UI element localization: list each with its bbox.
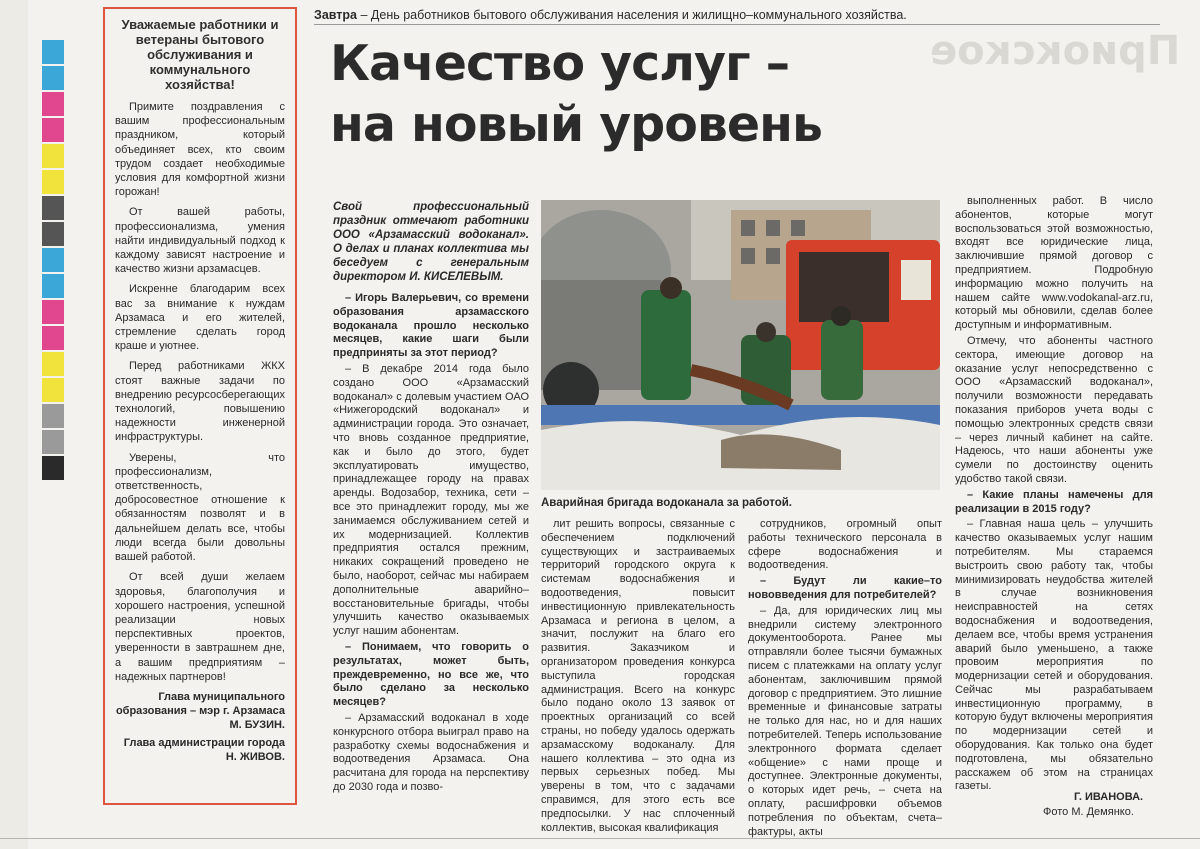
interview-question: – Понимаем, что говорить о результатах, может быть, преждевременно, но все же, что было сделано за несколько месяцев?	[333, 640, 529, 709]
article-paragraph: – Главная наша цель – улучшить качество оказываемых услуг нашим потребителям. Мы стараемся выстроить свою работу так, чтобы минимизировать неудобства жителей в случае возникновения неисправностей на сетях водоснабжения и водоотведения, делаем все, чтобы время устранения аварий было уменьшено, а также провоим мероприятия по модернизации сетей и оборудования. Сейчас мы разрабатываем инвестиционную программу, в которую будут включены мероприятия по модернизации сетей и оборудования. Как только она будет подготовлена, мы обязательно расскажем об этом на страницах газеты.	[955, 518, 1153, 793]
calibration-swatch	[42, 248, 64, 272]
calibration-swatch	[42, 92, 64, 116]
article-column-2	[541, 518, 735, 837]
column-3-body	[748, 518, 942, 839]
greeting-paragraph: Уверены, что профессионализм, ответственность, добросовестное отношение к обязанностям позволят и в дальнейшем делать все, чтобы люди всегда были довольны вашей работой.	[115, 451, 285, 564]
calibration-swatch	[42, 196, 64, 220]
interview-question: – Будут ли какие–то нововведения для потребителей?	[748, 575, 942, 601]
column-4-body	[955, 195, 1153, 794]
article-paragraph: – Да, для юридических лиц мы внедрили систему электронного документооборота. Ранее мы отправляли более тысячи бумажных писем с платежками на оплату услуг абонентам, заключившим прямой договор с предприятием. Это лишние временные и финансовые затраты не только для нас, но и для наших потребителей. Теперь использование электронного формата сделает «общение» с нами проще и доступнее. Электронные документы, о которых идет речь, – счета на оплату, расшифровки объемов потребления по объектам, счета–фактуры, акты	[748, 604, 942, 838]
calibration-swatch	[42, 170, 64, 194]
calibration-swatch	[42, 222, 64, 246]
greeting-paragraph: Примите поздравления с вашим профессиональным праздником, который объединяет всех, кто своим трудом создает необходимые условия для комфортной жизни горожан!	[115, 101, 285, 199]
article-paragraph: Отмечу, что абоненты частного сектора, имеющие договор на оказание услуг непосредственно с ООО «Арзамасский водоканал», получили возможности передавать показания приборов учета воды с помощью электронных средств связи – через личный кабинет на сайте. Надеюсь, что наши абоненты уже сумели по достоинству оценить удобство такой связи.	[955, 334, 1153, 485]
tomorrow-text: – День работников бытового обслуживания населения и жилищно–коммунального хозяйства.	[357, 8, 907, 22]
signature-mayor: Глава муниципального образования – мэр г. Арзамаса М. БУЗИН.	[115, 690, 285, 731]
calibration-swatch	[42, 456, 64, 480]
repair-crew-photo	[541, 200, 940, 490]
calibration-swatch	[42, 274, 64, 298]
interview-question: – Игорь Валерьевич, со времени образования арзамасского водоканала прошло несколько месяцев, какие шаги были предприняты за этот период?	[333, 292, 529, 360]
calibration-swatch	[42, 352, 64, 376]
article-column-4	[955, 195, 1153, 796]
article-column-1	[333, 200, 529, 797]
author: Г. ИВАНОВА.	[1074, 791, 1144, 803]
greeting-paragraph: От вашей работы, профессионализма, умения найти индивидуальный подход к каждому зависят настроение и качество жизни арзамасцев.	[115, 206, 285, 276]
column-1-body	[333, 292, 529, 795]
article-paragraph: лит решить вопросы, связанные с обеспечением подключений существующих и застраиваемых территорий городского округа к системам водоснабжения и водоотведения, повысит инвестиционную привлекательность Арзамаса и региона в целом, а значит, послужит на благо его развития. Заказчиком и организатором проведения конкурса выступила городская администрация. Всего на конкурс было подано около 13 заявок от проектных организаций со всей страны, но победу удалось одержать арзамасскому водоканалу. Для нашего коллектива – это одна из первых серьезных побед. Мы уверены в том, что с задачами справимся, для этого есть все предпосылки. У нас сплоченный коллектив, высокая квалификация	[541, 518, 735, 834]
bleed-through-text: Приокское	[930, 28, 1181, 74]
article-paragraph: сотрудников, огромный опыт работы технического персонала в сфере водоснабжения и водоотведения.	[748, 518, 942, 572]
article-photo	[541, 200, 940, 490]
calibration-swatch	[42, 404, 64, 428]
greeting-title: Уважаемые работники и ветераны бытового обслуживания и коммунального хозяйства!	[121, 17, 279, 92]
greeting-paragraph: Искренне благодарим всех вас за внимание к нуждам Арзамаса и его жителей, стремление сделать город краше и уютнее.	[115, 283, 285, 353]
calibration-swatch	[42, 378, 64, 402]
article-paragraph: – Арзамасский водоканал в ходе конкурсного отбора выиграл право на разработку схемы водоснабжения и водоотведения Арзамаса. Она расчитана для города на перспективу до 2030 года и позво-	[333, 711, 529, 793]
photo-caption: Аварийная бригада водоканала за работой.	[541, 497, 792, 509]
greeting-box	[103, 7, 297, 805]
article-paragraph: – В декабре 2014 года было создано ООО «Арзамасский водоканал» с долевым участием ОАО «Нижегородский водоканал» и администрации города. Это означает, что вновь созданное предприятие, как и было до этого, будет эксплуатировать имущество, принадлежащее городу на правах аренды. Водозабор, техника, сети – все это принадлежит городу, мы же занимаемся обслуживанием сетей и их модернизацией. Коллектив предприятия остался прежним, никаких сокращений проведено не было, наоборот, сейчас мы набираем дополнительные аварийно–восстановительные бригады, чтобы улучшить качество оказываемых услуг нашим абонентам.	[333, 362, 529, 638]
article-lead: Свой профессиональный праздник отмечают работники ООО «Арзамасский водоканал». О делах и планах коллектива мы беседуем с генеральным директором И. КИСЕЛЕВЫМ.	[333, 201, 529, 283]
calibration-swatch	[42, 430, 64, 454]
interview-question: – Какие планы намечены для реализации в 2015 году?	[955, 488, 1153, 515]
calibration-swatch	[42, 118, 64, 142]
calibration-swatch	[42, 66, 64, 90]
bottom-rule	[0, 838, 1200, 839]
column-2-body	[541, 518, 735, 835]
greeting-paragraph: От всей души желаем здоровья, благополучия и хорошего настроения, успешной реализации новых перспективных проектов, уверенности в завтрашнем дне, а вашим предприятиям – надежных партнеров!	[115, 571, 285, 683]
photo-credit: Фото М. Демянко.	[1043, 806, 1134, 818]
color-calibration-strip	[42, 40, 64, 482]
headline-line2: на новый уровень	[330, 96, 822, 153]
calibration-swatch	[42, 326, 64, 350]
headline	[330, 33, 822, 155]
article-paragraph: выполненных работ. В число абонентов, которые могут воспользоваться этой возможностью, входят все юридические лица, заключившие прямой договор с предприятием. Подробную информацию можно получить на нашем сайте www.vodokanal-arz.ru, который мы обновили, сделав более доступным и информативным.	[955, 195, 1153, 332]
calibration-swatch	[42, 40, 64, 64]
calibration-swatch	[42, 300, 64, 324]
headline-line1: Качество услуг –	[330, 35, 790, 92]
tomorrow-label: Завтра	[314, 8, 358, 22]
signature-head: Глава администрации города Н. ЖИВОВ.	[123, 736, 285, 763]
section-header	[314, 7, 1160, 25]
greeting-paragraph: Перед работниками ЖКХ стоят важные задачи по внедрению ресурсосберегающих технологий, повышению надежности инженерной инфраструктуры.	[115, 360, 285, 444]
calibration-swatch	[42, 144, 64, 168]
article-column-3	[748, 518, 942, 841]
